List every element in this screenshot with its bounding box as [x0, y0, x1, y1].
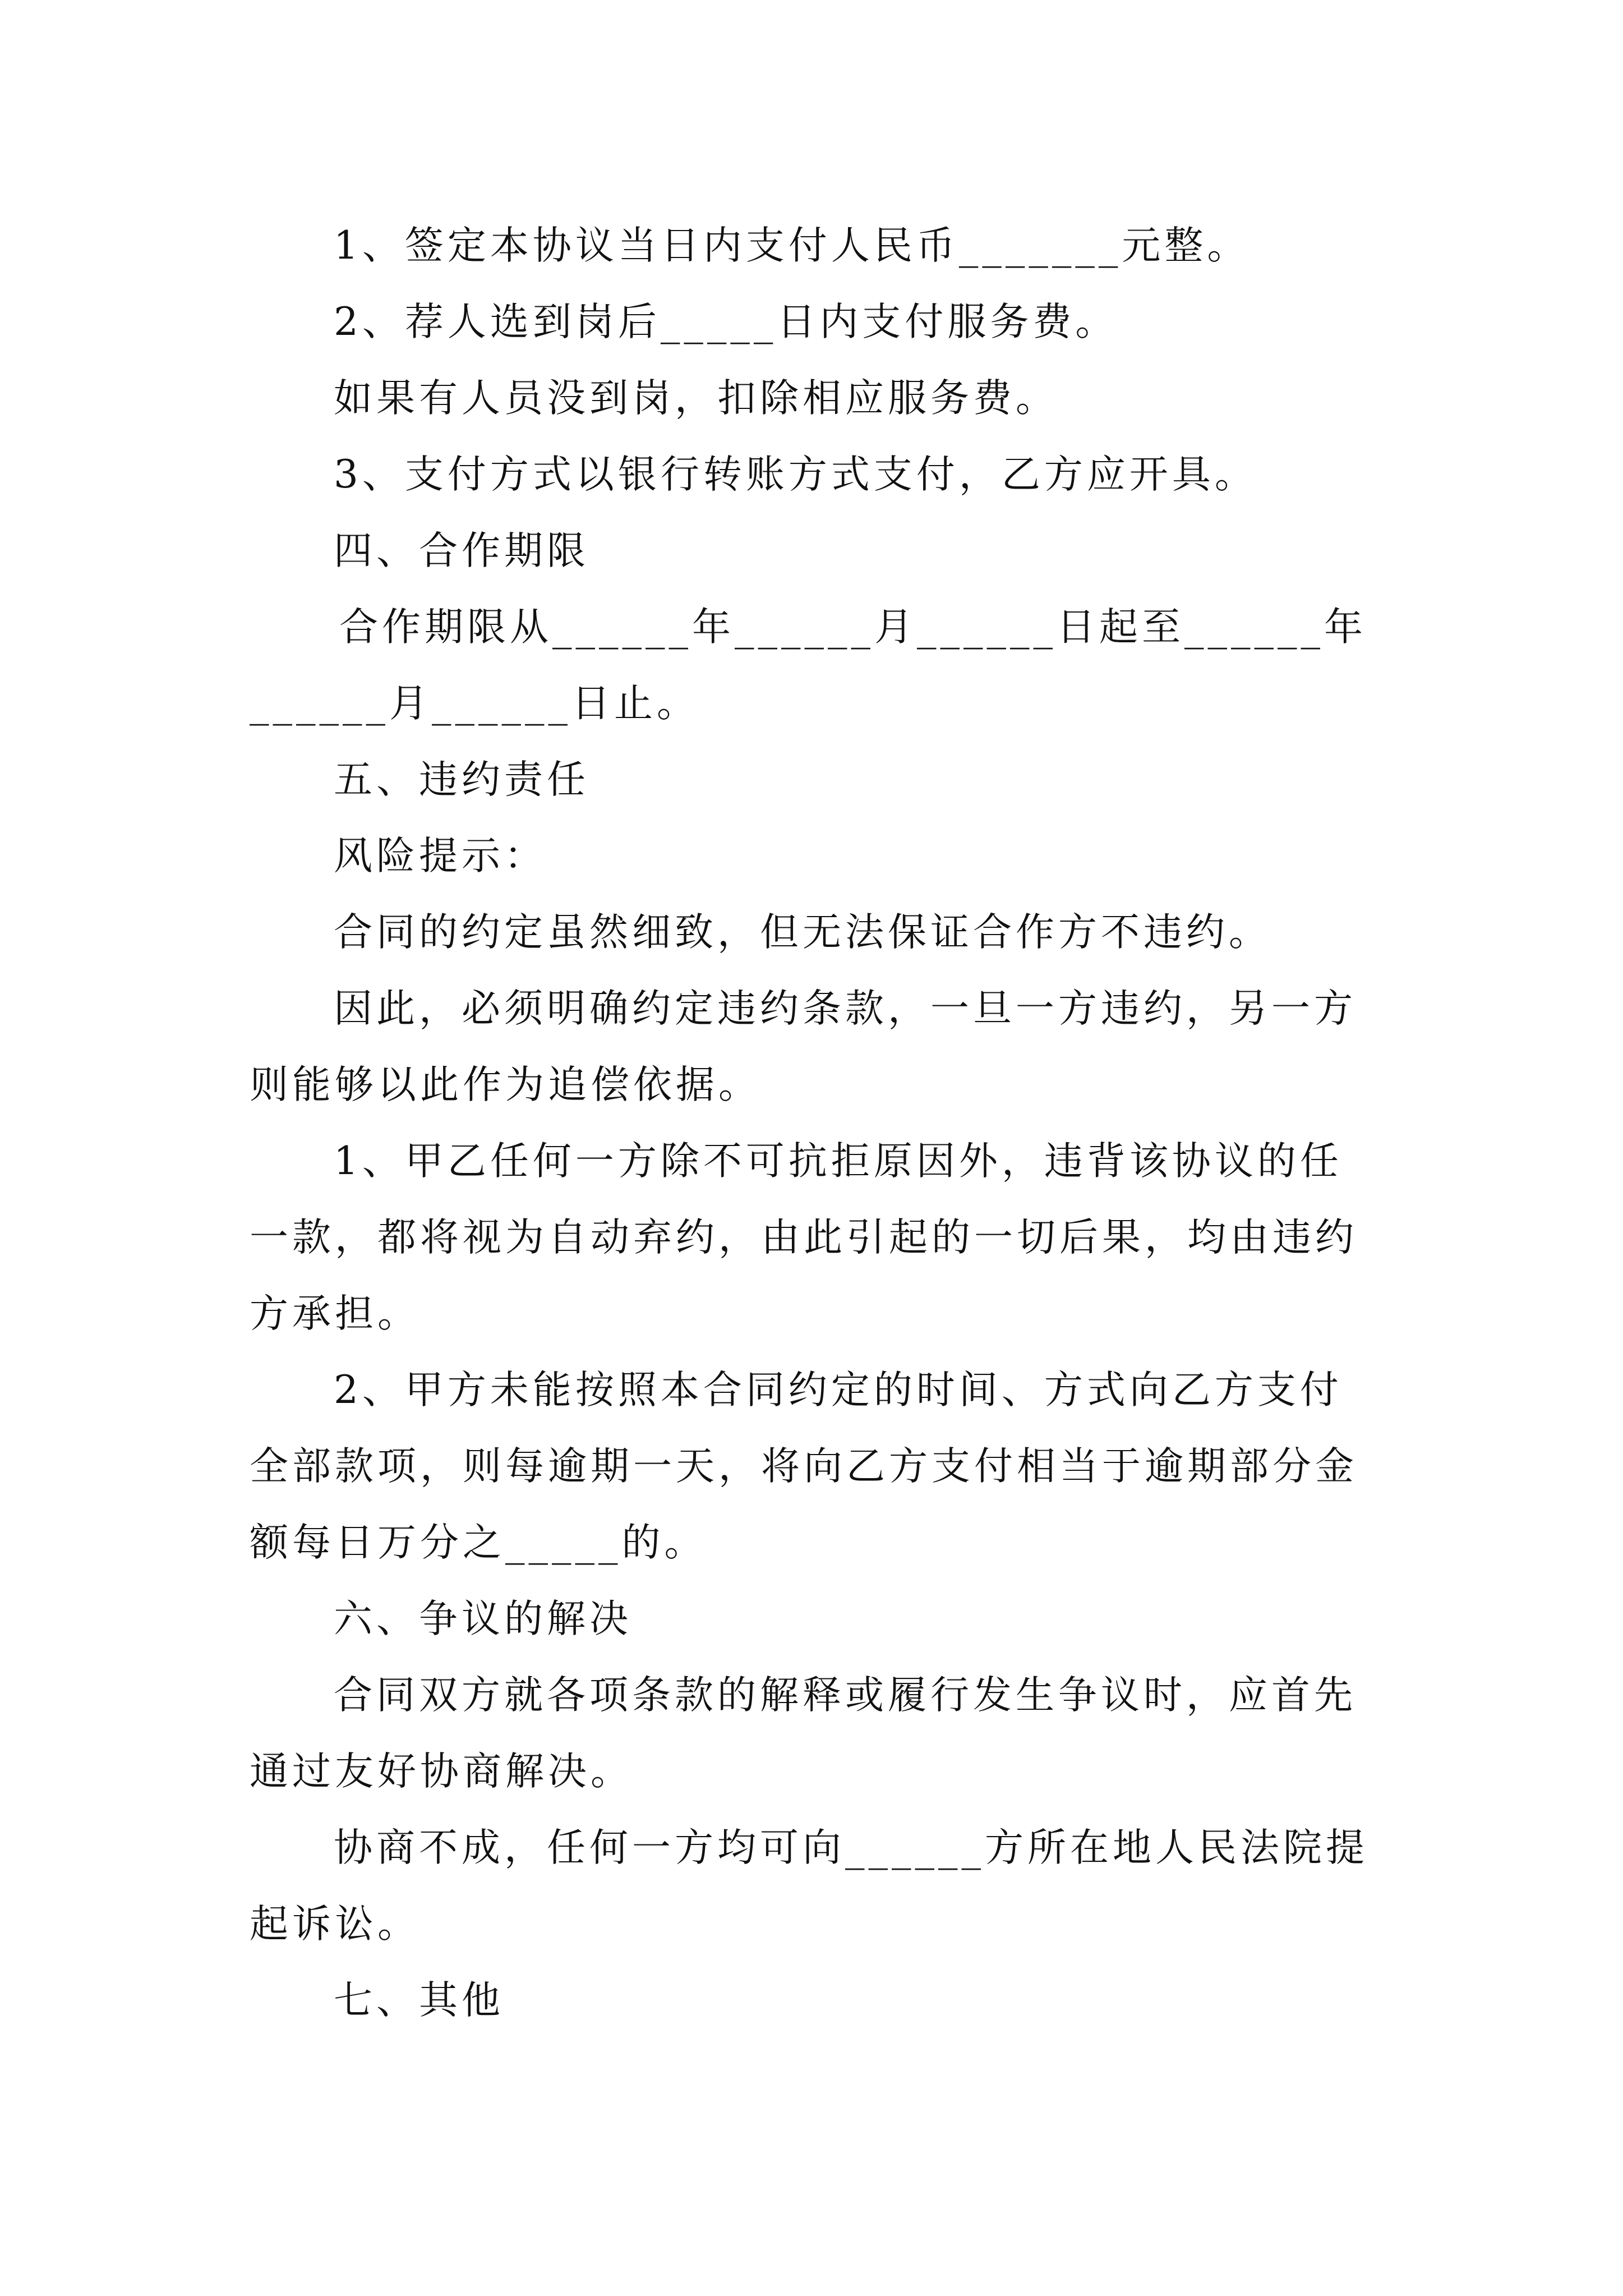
section-heading-breach: 五、违约责任: [334, 757, 589, 802]
breach-clause-2-line-1: 2、甲方未能按照本合同约定的时间、方式向乙方支付: [334, 1368, 1343, 1412]
breach-para-line-1: 因此，必须明确约定违约条款，一旦一方违约，另一方: [334, 986, 1357, 1031]
risk-tip-label: 风险提示：: [334, 834, 547, 878]
section-heading-other: 七、其他: [334, 1978, 504, 2023]
breach-clause-1-line-3: 方承担。: [250, 1291, 420, 1336]
term-line-1: 合作期限从______年______月______日起至______年: [339, 605, 1367, 650]
dispute-para-1-line-1: 合同双方就各项条款的解释或履行发生争议时，应首先: [334, 1673, 1357, 1718]
breach-clause-1-line-2: 一款，都将视为自动弃约，由此引起的一切后果，均由违约: [250, 1215, 1358, 1260]
risk-tip-text: 合同的约定虽然细致，但无法保证合作方不违约。: [334, 910, 1271, 955]
section-heading-dispute: 六、争议的解决: [334, 1596, 632, 1641]
dispute-para-2-line-2: 起诉讼。: [250, 1902, 420, 1947]
term-line-2: ______月______日止。: [250, 681, 699, 726]
breach-clause-1-line-1: 1、甲乙任何一方除不可抗拒原因外，违背该协议的任: [334, 1139, 1343, 1184]
dispute-para-1-line-2: 通过友好协商解决。: [250, 1749, 633, 1794]
section-heading-term: 四、合作期限: [334, 528, 589, 573]
clause-payment-2: 2、荐人选到岗后_____日内支付服务费。: [334, 300, 1118, 344]
breach-clause-2-line-3: 额每日万分之_____的。: [250, 1520, 707, 1565]
dispute-para-2-line-1: 协商不成，任何一方均可向______方所在地人民法院提: [334, 1825, 1368, 1870]
clause-payment-1: 1、签定本协议当日内支付人民币_______元整。: [334, 223, 1250, 268]
breach-clause-2-line-2: 全部款项，则每逾期一天，将向乙方支付相当于逾期部分金: [250, 1444, 1358, 1489]
clause-payment-note: 如果有人员没到岗，扣除相应服务费。: [334, 376, 1058, 421]
breach-para-line-2: 则能够以此作为追偿依据。: [250, 1062, 761, 1107]
clause-payment-3: 3、支付方式以银行转账方式支付，乙方应开具。: [334, 452, 1257, 497]
